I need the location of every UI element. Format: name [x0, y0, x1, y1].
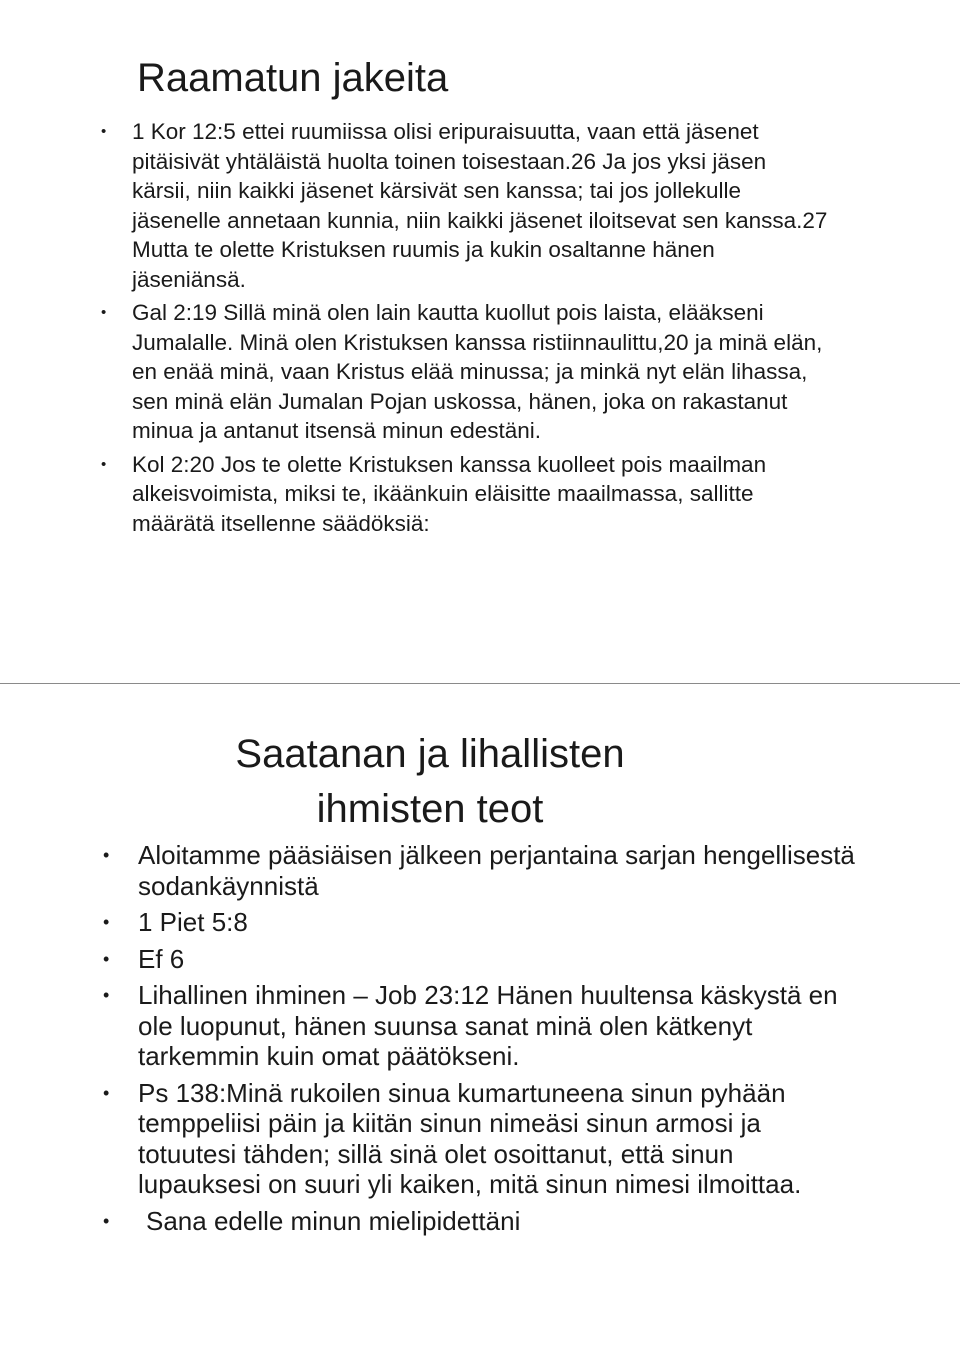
bullet-text: Ps 138:Minä rukoilen sinua kumartuneena sinun pyhään temppeliisi päin ja kiitän sinun nimeäsi sinun armosi ja totuutesi tähden; sillä sinä olet osoittanut, että sinun lupauksesi on suuri yli kaiken, mitä sinun nimesi ilmoittaa. [138, 1077, 802, 1199]
bullet-text: 1 Kor 12:5 ettei ruumiissa olisi eripuraisuutta, vaan että jäsenet pitäisivät yhtäläistä huolta toinen toisestaan.26 Ja jos yksi jäsen kärsii, niin kaikki jäsenet kärsivät sen kanssa; tai jos jollekulle jäsenelle annetaan kunnia, niin kaikki jäsenet iloitsevat sen kanssa.27 Mutta te olette Kristuksen ruumis ja kukin osaltanne hänen jäseniänsä. [132, 119, 828, 292]
bullet-text: Kol 2:20 Jos te olette Kristuksen kanssa kuolleet pois maailman alkeisvoimista, miksi te, ikäänkuin eläisitte maailmassa, sallitte määrätä itsellenne säädöksiä: [132, 451, 767, 536]
slide-2-bullet-list [103, 840, 863, 1242]
bullet-icon: • [101, 123, 107, 140]
bullet-icon: • [103, 1082, 110, 1103]
slide-1-title: Raamatun jakeita [137, 56, 449, 100]
list-item [103, 840, 863, 901]
list-item [103, 980, 863, 1072]
bullet-text: Sana edelle minun mielipidettäni [146, 1205, 521, 1236]
slide-2-title-line-2: ihmisten teot [316, 787, 544, 831]
bullet-text: Ef 6 [138, 943, 185, 974]
list-item [100, 117, 830, 294]
slide-2-title [170, 727, 690, 837]
bullet-icon: • [101, 304, 107, 321]
bullet-text: Lihallinen ihminen – Job 23:12 Hänen huultensa käskystä en ole luopunut, hänen suunsa sanat minä olen kätkenyt tarkemmin kuin omat päätökseni. [138, 980, 838, 1071]
bullet-icon: • [103, 985, 110, 1005]
slide-1 [0, 0, 960, 683]
bullet-icon: • [103, 912, 110, 932]
list-item [103, 944, 863, 975]
bullet-icon: • [103, 948, 110, 969]
list-item [100, 298, 830, 446]
bullet-text: Gal 2:19 Sillä minä olen lain kautta kuollut pois laista, elääkseni Jumalalle. Minä olen Kristuksen kanssa ristiinnaulittu,20 ja minä elän, en enää minä, vaan Kristus elää minussa; ja minkä nyt elän lihassa, sen minä elän Jumalan Pojan uskossa, hänen, joka on rakastanut minua ja antanut itsensä minun edestäni. [132, 300, 823, 443]
bullet-icon: • [103, 845, 110, 865]
bullet-text: 1 Piet 5:8 [138, 907, 248, 937]
slide-2-title-line-1: Saatanan ja lihallisten [235, 732, 625, 776]
bullet-text: Aloitamme pääsiäisen jälkeen perjantaina sarjan hengellisestä sodankäynnistä [138, 840, 855, 901]
list-item [103, 1206, 863, 1237]
list-item [103, 907, 863, 938]
bullet-icon: • [103, 1210, 110, 1231]
list-item [103, 1078, 863, 1200]
list-item [100, 450, 830, 539]
slide-1-bullet-list [100, 117, 830, 542]
bullet-icon: • [101, 455, 107, 473]
